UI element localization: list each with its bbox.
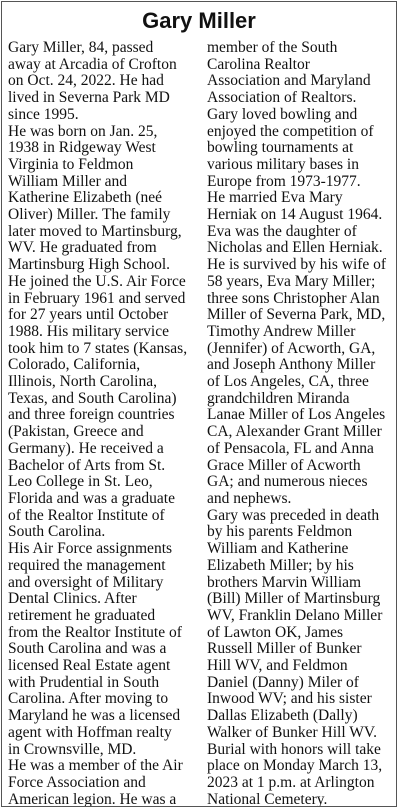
text-line: in Crownsville, MD. xyxy=(8,740,137,758)
text-line: Carolina Realtor xyxy=(207,55,310,73)
text-line: (Jennifer) of Acworth, GA, xyxy=(207,339,376,357)
text-line: Force Association and xyxy=(8,773,146,791)
text-line: William and Katherine xyxy=(207,540,349,558)
text-line: for 27 years until October xyxy=(8,306,169,324)
text-line: South Carolina and was a xyxy=(8,640,167,658)
text-line: agent with Hoffman realty xyxy=(8,723,172,741)
text-line: Gary loved bowling and xyxy=(207,105,358,123)
text-line: Timothy Andrew Miller xyxy=(207,322,356,340)
text-line: He was born on Jan. 25, xyxy=(8,122,158,140)
text-line: Maryland he was a licensed xyxy=(8,707,181,725)
text-line: in February 1961 and served xyxy=(8,289,186,307)
text-line: Illinois, North Carolina, xyxy=(8,373,157,391)
text-line: required the management xyxy=(8,556,166,574)
obituary-title: Gary Miller xyxy=(142,8,256,33)
text-line: Association of Realtors. xyxy=(207,89,357,107)
text-line: Herniak on 14 August 1964. xyxy=(207,206,383,224)
text-line: His Air Force assignments xyxy=(8,540,173,558)
text-line: Daniel (Danny) Miler of xyxy=(207,673,359,691)
text-line: and oversight of Military xyxy=(8,573,164,591)
text-line: Eva was the daughter of xyxy=(207,222,357,240)
text-line: grandchildren Miranda xyxy=(207,389,350,407)
text-line: WV, Franklin Delano Miller xyxy=(207,606,383,624)
text-line: since 1995. xyxy=(8,105,79,123)
text-line: American legion. He was a xyxy=(8,790,177,807)
text-line: Dental Clinics. After xyxy=(8,590,137,608)
text-line: He was a member of the Air xyxy=(8,757,183,775)
text-line: Florida and was a graduate xyxy=(8,489,175,507)
text-line: took him to 7 states (Kansas, xyxy=(8,339,188,357)
text-line: enjoyed the competition of xyxy=(207,122,374,140)
text-line: He married Eva Mary xyxy=(207,189,343,207)
text-line: of Lawton OK, James xyxy=(207,623,344,641)
text-line: place on Monday March 13, xyxy=(207,757,383,775)
text-line: Colorado, California, xyxy=(8,356,141,374)
text-line: Lanae Miller of Los Angeles xyxy=(207,406,386,424)
text-line: from the Realtor Institute of xyxy=(8,623,182,641)
text-line: various military bases in xyxy=(207,155,359,173)
text-line: of the Realtor Institute of xyxy=(8,506,165,524)
text-line: Elizabeth Miller; by his xyxy=(207,556,354,574)
text-line: Hill WV, and Feldmon xyxy=(207,657,348,675)
text-line: Gary was preceded in death xyxy=(207,506,380,524)
obituary-left-column xyxy=(8,40,204,807)
text-line: Walker of Bunker Hill WV. xyxy=(207,723,377,741)
text-line: Russell Miller of Bunker xyxy=(207,640,362,658)
text-line: GA; and numerous nieces xyxy=(207,473,368,491)
text-line: three sons Christopher Alan xyxy=(207,289,380,307)
text-line: Gary Miller, 84, passed xyxy=(8,39,154,56)
text-line: member of the South xyxy=(207,39,338,56)
text-line: on Oct. 24, 2022. He had xyxy=(8,72,164,90)
text-line: Carolina. After moving to xyxy=(8,690,169,708)
text-line: Grace Miller of Acworth xyxy=(207,456,361,474)
text-line: Texas, and South Carolina) xyxy=(8,389,177,407)
text-line: National Cemetery. xyxy=(207,790,328,807)
text-line: brothers Marvin William xyxy=(207,573,362,591)
text-line: Leo College in St. Leo, xyxy=(8,473,153,491)
text-line: retirement he graduated xyxy=(8,606,156,624)
text-line: 1938 in Ridgeway West xyxy=(8,139,156,157)
text-line: licensed Real Estate agent xyxy=(8,657,171,675)
text-line: Miller of Severna Park, MD, xyxy=(207,306,386,324)
text-line: Katherine Elizabeth (neé xyxy=(8,189,163,207)
text-line: by his parents Feldmon xyxy=(207,523,353,541)
text-line: Martinsburg High School. xyxy=(8,256,171,274)
text-line: WV. He graduated from xyxy=(8,239,157,257)
text-line: away at Arcadia of Crofton xyxy=(8,55,177,73)
text-line: South Carolina. xyxy=(8,523,106,541)
text-line: 58 years, Eva Mary Miller; xyxy=(207,272,376,290)
text-line: and Joseph Anthony Miller xyxy=(207,356,376,374)
obituary-frame xyxy=(1,1,397,807)
text-line: (Pakistan, Greece and xyxy=(8,423,144,441)
text-line: bowling tournaments at xyxy=(207,139,354,157)
text-line: (Bill) Miller of Martinsburg xyxy=(207,590,381,608)
text-line: lived in Severna Park MD xyxy=(8,89,170,107)
text-line: and nephews. xyxy=(207,489,292,507)
text-line: Nicholas and Ellen Herniak. xyxy=(207,239,383,257)
text-line: Germany). He received a xyxy=(8,439,164,457)
text-line: Association and Maryland xyxy=(207,72,371,90)
text-line: of Los Angeles, CA, three xyxy=(207,373,369,391)
text-line: He is survived by his wife of xyxy=(207,256,387,274)
text-line: William Miller and xyxy=(8,172,128,190)
text-line: Virginia to Feldmon xyxy=(8,155,134,173)
text-line: Burial with honors will take xyxy=(207,740,381,758)
text-line: Oliver) Miller. The family xyxy=(8,206,171,224)
text-line: later moved to Martinsburg, xyxy=(8,222,182,240)
text-line: with Prudential in South xyxy=(8,673,160,691)
text-line: Europe from 1973-1977. xyxy=(207,172,361,190)
text-line: of Pensacola, FL and Anna xyxy=(207,439,374,457)
text-line: CA, Alexander Grant Miller xyxy=(207,423,382,441)
text-line: He joined the U.S. Air Force xyxy=(8,272,186,290)
text-line: 2023 at 1 p.m. at Arlington xyxy=(207,773,375,791)
obituary-right-column xyxy=(207,40,395,807)
text-line: 1988. His military service xyxy=(8,322,169,340)
text-line: Inwood WV; and his sister xyxy=(207,690,372,708)
text-line: Dallas Elizabeth (Dally) xyxy=(207,707,358,725)
text-line: Bachelor of Arts from St. xyxy=(8,456,166,474)
text-line: and three foreign countries xyxy=(8,406,175,424)
